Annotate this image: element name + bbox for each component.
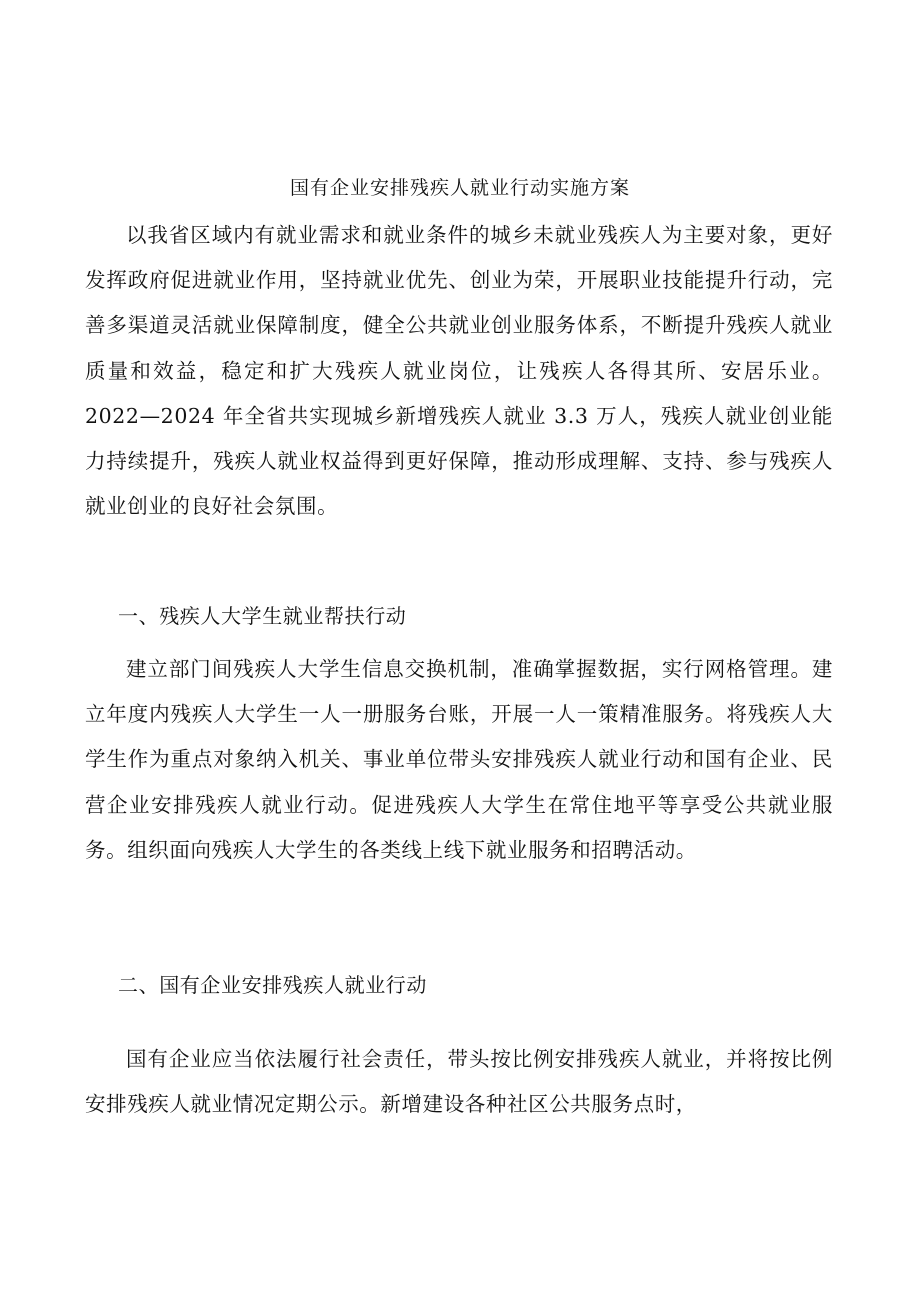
section-heading-1: 一、残疾人大学生就业帮扶行动 — [118, 604, 407, 628]
section-body-2: 国有企业应当依法履行社会责任，带头按比例安排残疾人就业，并将按比例安排残疾人就业情况定期公示。新增建设各种社区公共服务点时， — [85, 1047, 833, 1117]
section-heading-2: 二、国有企业安排残疾人就业行动 — [118, 973, 427, 997]
section-body-1: 建立部门间残疾人大学生信息交换机制，准确掌握数据，实行网格管理。建立年度内残疾人大学生一人一册服务台账，开展一人一策精准服务。将残疾人大学生作为重点对象纳入机关、事业单位带头安排残疾人就业行动和国有企业、民营企业安排残疾人就业行动。促进残疾人大学生在常住地平等享受公共就业服务。组织面向残疾人大学生的各类线上线下就业服务和招聘活动。 — [85, 657, 833, 862]
intro-paragraph: 以我省区域内有就业需求和就业条件的城乡未就业残疾人为主要对象，更好发挥政府促进就业作用，坚持就业优先、创业为荣，开展职业技能提升行动，完善多渠道灵活就业保障制度，健全公共就业创业服务体系，不断提升残疾人就业质量和效益，稳定和扩大残疾人就业岗位，让残疾人各得其所、安居乐业。2022—2024 年全省共实现城乡新增残疾人就业 3.3 万人，残疾人就业创业能力持续提升，残疾人就业权益得到更好保障，推动形成理解、支持、参与残疾人就业创业的良好社会氛围。 — [85, 223, 833, 519]
document-title: 国有企业安排残疾人就业行动实施方案 — [289, 177, 630, 199]
